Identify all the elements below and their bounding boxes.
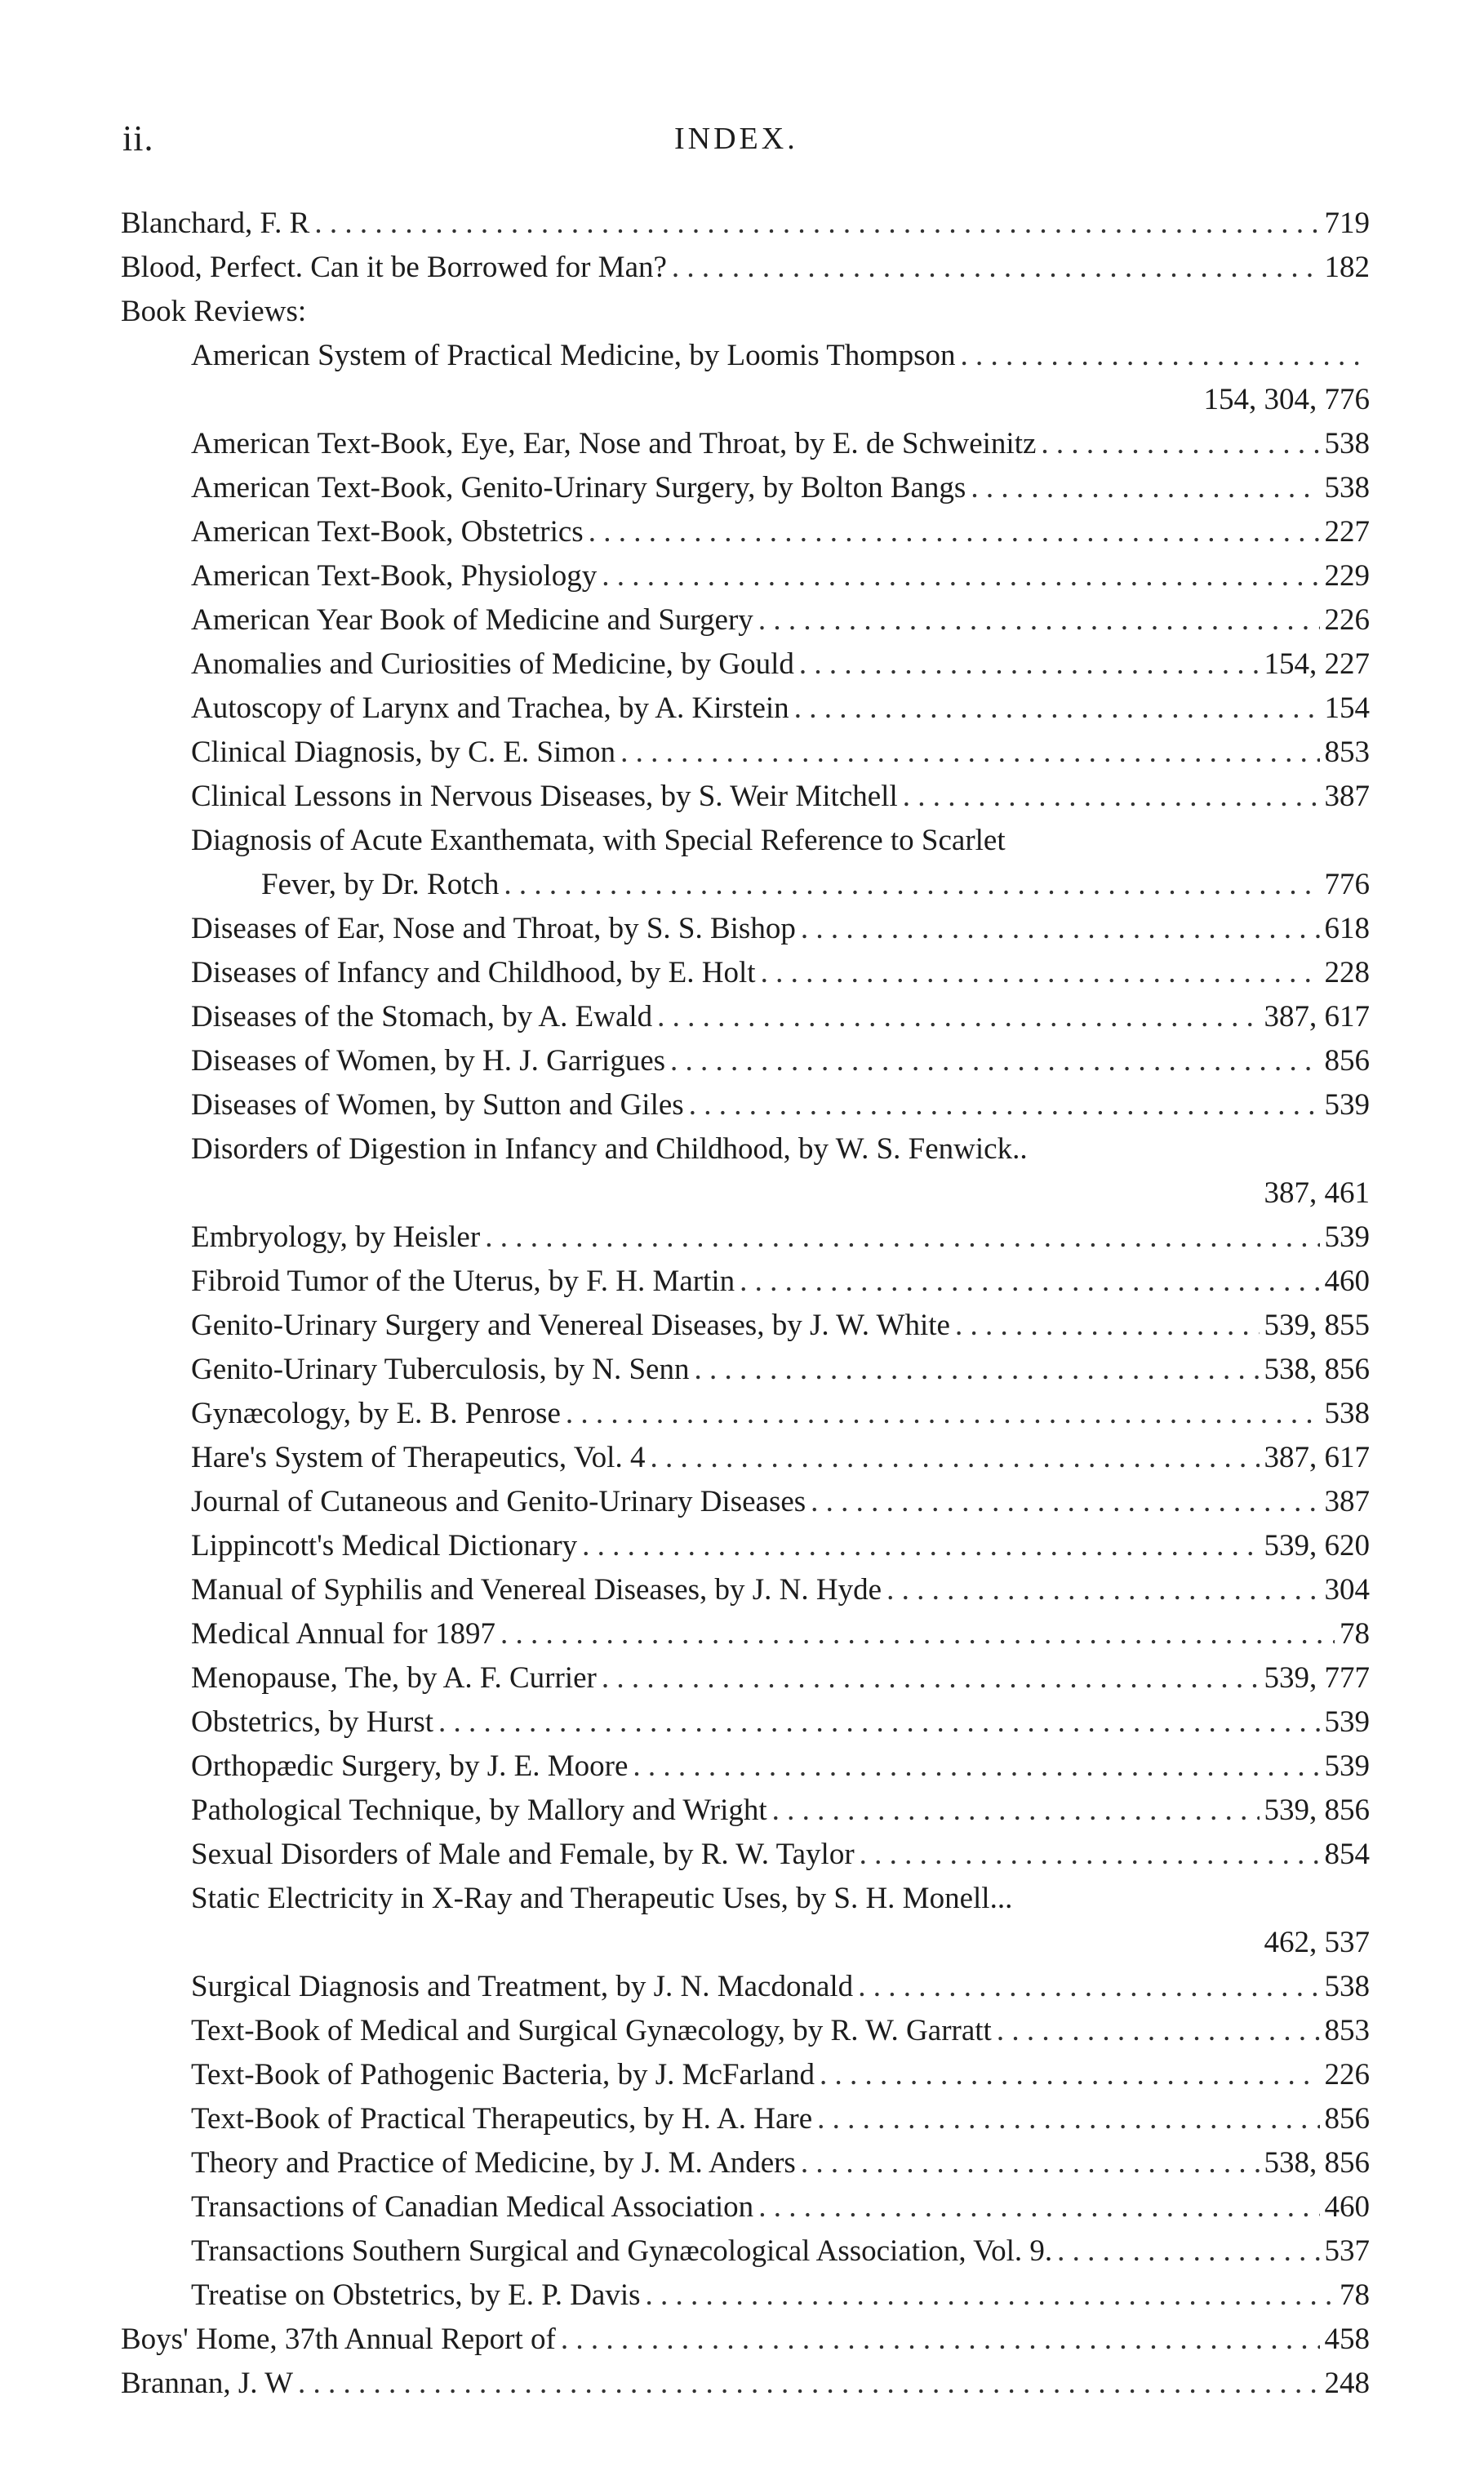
entry-label: Manual of Syphilis and Venereal Diseases, by J. N. Hyde [191, 1573, 882, 1607]
entry-pages: 387 [1324, 780, 1370, 813]
entry-label: Surgical Diagnosis and Treatment, by J. N. Macdonald [191, 1970, 854, 2003]
entry-label: Hare's System of Therapeutics, Vol. 4 [191, 1441, 646, 1474]
entry-pages: 304 [1324, 1573, 1370, 1607]
dot-leader [1057, 2234, 1319, 2269]
entry-label: Static Electricity in X-Ray and Therapeutic Uses, by S. H. Monell... [191, 1882, 1013, 1915]
entry-pages: 538 [1324, 1970, 1370, 2003]
entry-pages: 462, 537 [1264, 1926, 1370, 1959]
index-entry [121, 294, 1370, 338]
entry-label: Diagnosis of Acute Exanthemata, with Special Reference to Scarlet [191, 824, 1006, 857]
entry-label: Autoscopy of Larynx and Trachea, by A. Kirstein [191, 691, 789, 725]
index-entry [121, 338, 1370, 382]
entry-label: Diseases of Infancy and Childhood, by E. Holt [191, 956, 756, 989]
index-entry [121, 1749, 1370, 1793]
entry-label: Diseases of Women, by H. J. Garrigues [191, 1044, 666, 1078]
index-entry [121, 1837, 1370, 1881]
entry-pages: 538, 856 [1264, 1353, 1370, 1386]
entry-pages: 539 [1324, 1749, 1370, 1783]
dot-leader [566, 1396, 1320, 1431]
entry-label: Diseases of Ear, Nose and Throat, by S. S. Bishop [191, 912, 796, 945]
entry-label: Pathological Technique, by Mallory and Wright [191, 1794, 767, 1827]
index-entry [121, 206, 1370, 250]
entry-label: Fibroid Tumor of the Uterus, by F. H. Martin [191, 1265, 735, 1298]
entry-label: Anomalies and Curiosities of Medicine, by Gould [191, 647, 794, 681]
index-entry-continuation [121, 1176, 1370, 1220]
entry-pages: 227 [1324, 515, 1370, 549]
entry-label: American Text-Book, Eye, Ear, Nose and Throat, by E. de Schweinitz [191, 427, 1037, 460]
index-entry [121, 1484, 1370, 1528]
entry-pages: 537 [1324, 2234, 1370, 2268]
dot-leader [860, 1837, 1320, 1872]
index-entry [121, 250, 1370, 294]
dot-leader [858, 1969, 1319, 2004]
index-entry [121, 1793, 1370, 1837]
entry-label: Transactions Southern Surgical and Gynæcological Association, Vol. 9. [191, 2234, 1053, 2268]
entry-label: Book Reviews: [121, 295, 307, 328]
entry-label: Transactions of Canadian Medical Association [191, 2190, 754, 2224]
entry-pages: 539, 620 [1264, 1529, 1370, 1562]
entry-label: Sexual Disorders of Male and Female, by R. W. Taylor [191, 1838, 855, 1871]
dot-leader [761, 955, 1320, 990]
entry-pages: 460 [1324, 2190, 1370, 2224]
index-entry [121, 1572, 1370, 1616]
dot-leader [500, 1616, 1335, 1651]
index-entry [121, 779, 1370, 823]
index-entry [121, 1616, 1370, 1660]
index-entry [121, 2278, 1370, 2322]
index-entry [121, 602, 1370, 647]
index-entry [121, 1705, 1370, 1749]
index-entry [121, 1660, 1370, 1705]
entry-pages: 387, 461 [1264, 1176, 1370, 1210]
dot-leader [633, 1749, 1319, 1784]
index-entry [121, 426, 1370, 470]
index-entry [121, 2057, 1370, 2101]
dot-leader [694, 1352, 1259, 1387]
dot-leader [886, 1572, 1319, 1607]
entry-label: Treatise on Obstetrics, by E. P. Davis [191, 2278, 641, 2312]
dot-leader [646, 2278, 1335, 2313]
entry-pages: 776 [1324, 868, 1370, 901]
entry-pages: 154, 227 [1264, 647, 1370, 681]
entry-pages: 853 [1324, 736, 1370, 769]
index-entry [121, 2234, 1370, 2278]
index-entry [121, 867, 1370, 911]
index-entry [121, 735, 1370, 779]
index-entry [121, 1131, 1370, 1176]
entry-pages: 618 [1324, 912, 1370, 945]
dot-leader [582, 1528, 1259, 1563]
entry-pages: 78 [1340, 2278, 1370, 2312]
entry-pages: 856 [1324, 2102, 1370, 2136]
dot-leader [903, 779, 1320, 814]
dot-leader [602, 558, 1319, 593]
entry-label: Genito-Urinary Tuberculosis, by N. Senn [191, 1353, 690, 1386]
index-entry [121, 2013, 1370, 2057]
dot-leader [801, 2145, 1260, 2180]
entry-label: Theory and Practice of Medicine, by J. M. Anders [191, 2146, 796, 2180]
entry-label: Blanchard, F. R [121, 207, 310, 240]
entry-label: American Text-Book, Physiology [191, 559, 598, 593]
page-title: INDEX. [674, 122, 798, 156]
entry-pages: 538 [1324, 1397, 1370, 1430]
entry-label: Orthopædic Surgery, by J. E. Moore [191, 1749, 629, 1783]
entry-pages: 154 [1324, 691, 1370, 725]
entry-pages: 458 [1324, 2323, 1370, 2356]
index-entry [121, 558, 1370, 602]
dot-leader [670, 1043, 1319, 1078]
index-entry [121, 2145, 1370, 2189]
dot-leader [955, 1308, 1260, 1343]
index-entry [121, 470, 1370, 514]
entry-label: American Text-Book, Genito-Urinary Surgery, by Bolton Bangs [191, 471, 966, 505]
entry-label: Diseases of the Stomach, by A. Ewald [191, 1000, 653, 1033]
entry-pages: 853 [1324, 2014, 1370, 2047]
entry-label: Obstetrics, by Hurst [191, 1705, 433, 1739]
index-entry [121, 1528, 1370, 1572]
dot-leader [960, 338, 1365, 373]
dot-leader [657, 999, 1259, 1034]
dot-leader [561, 2322, 1320, 2357]
entry-pages: 182 [1324, 251, 1370, 284]
index-entry [121, 2366, 1370, 2410]
dot-leader [314, 206, 1319, 241]
entry-pages: 539, 856 [1264, 1794, 1370, 1827]
index-entry [121, 2189, 1370, 2234]
entry-pages: 539, 777 [1264, 1661, 1370, 1695]
entry-label: Medical Annual for 1897 [191, 1617, 495, 1651]
entry-label: Text-Book of Pathogenic Bacteria, by J. McFarland [191, 2058, 815, 2091]
entry-pages: 538 [1324, 471, 1370, 505]
dot-leader [971, 470, 1319, 505]
entry-label: Disorders of Digestion in Infancy and Childhood, by W. S. Fenwick.. [191, 1132, 1028, 1166]
index-entry [121, 691, 1370, 735]
dot-leader [672, 250, 1320, 285]
dot-leader [817, 2101, 1319, 2136]
index-entry [121, 955, 1370, 999]
entry-label: Genito-Urinary Surgery and Venereal Diseases, by J. W. White [191, 1309, 950, 1342]
entry-label: Blood, Perfect. Can it be Borrowed for Man? [121, 251, 667, 284]
entry-pages: 854 [1324, 1838, 1370, 1871]
entry-label: Text-Book of Practical Therapeutics, by H. A. Hare [191, 2102, 813, 2136]
index-entry [121, 1396, 1370, 1440]
dot-leader [298, 2366, 1320, 2401]
dot-leader [689, 1087, 1320, 1122]
dot-leader [794, 691, 1320, 726]
entry-label: Text-Book of Medical and Surgical Gynæcology, by R. W. Garratt [191, 2014, 992, 2047]
index-entry [121, 1308, 1370, 1352]
page-number: ii. [122, 118, 154, 158]
entry-pages: 538 [1324, 427, 1370, 460]
dot-leader [820, 2057, 1320, 2092]
index-entry [121, 1087, 1370, 1131]
entry-pages: 539 [1324, 1088, 1370, 1122]
entry-pages: 248 [1324, 2367, 1370, 2400]
entry-pages: 539 [1324, 1705, 1370, 1739]
index-entry [121, 1043, 1370, 1087]
index-entry [121, 823, 1370, 867]
index-entry [121, 1264, 1370, 1308]
entry-pages: 228 [1324, 956, 1370, 989]
dot-leader [1041, 426, 1319, 461]
entry-label: Clinical Lessons in Nervous Diseases, by S. Weir Mitchell [191, 780, 898, 813]
dot-leader [758, 602, 1320, 638]
entry-pages: 387, 617 [1264, 1000, 1370, 1033]
entry-pages: 78 [1340, 1617, 1370, 1651]
dot-leader [740, 1264, 1319, 1299]
dot-leader [485, 1220, 1319, 1255]
entry-pages: 856 [1324, 1044, 1370, 1078]
entry-label: Brannan, J. W [121, 2367, 293, 2400]
index-entry [121, 647, 1370, 691]
dot-leader [997, 2013, 1320, 2048]
dot-leader [772, 1793, 1260, 1828]
entry-label: Embryology, by Heisler [191, 1220, 481, 1254]
entry-pages: 539 [1324, 1220, 1370, 1254]
entry-label: American System of Practical Medicine, by Loomis Thompson [191, 339, 956, 372]
dot-leader [602, 1660, 1260, 1696]
dot-leader [801, 911, 1320, 946]
index-entry [121, 1352, 1370, 1396]
entry-pages: 226 [1324, 2058, 1370, 2091]
index-entry [121, 2322, 1370, 2366]
entry-label: Clinical Diagnosis, by C. E. Simon [191, 736, 616, 769]
entry-pages: 460 [1324, 1265, 1370, 1298]
entry-pages: 719 [1324, 207, 1370, 240]
entry-pages: 154, 304, 776 [1203, 383, 1370, 416]
index-entry-list [121, 206, 1370, 2410]
entry-pages: 538, 856 [1264, 2146, 1370, 2180]
entry-pages: 539, 855 [1264, 1309, 1370, 1342]
index-entry [121, 999, 1370, 1043]
entry-label: Fever, by Dr. Rotch [261, 868, 500, 901]
dot-leader [620, 735, 1319, 770]
entry-pages: 387, 617 [1264, 1441, 1370, 1474]
index-entry [121, 1220, 1370, 1264]
entry-pages: 387 [1324, 1485, 1370, 1518]
dot-leader [758, 2189, 1319, 2225]
index-entry [121, 911, 1370, 955]
entry-label: Journal of Cutaneous and Genito-Urinary Diseases [191, 1485, 806, 1518]
entry-label: Lippincott's Medical Dictionary [191, 1529, 578, 1562]
index-entry [121, 1881, 1370, 1925]
entry-label: Gynæcology, by E. B. Penrose [191, 1397, 561, 1430]
index-entry [121, 1969, 1370, 2013]
entry-label: Diseases of Women, by Sutton and Giles [191, 1088, 684, 1122]
dot-leader [438, 1705, 1320, 1740]
index-entry [121, 1440, 1370, 1484]
index-entry-continuation [121, 382, 1370, 426]
entry-label: Menopause, The, by A. F. Currier [191, 1661, 597, 1695]
dot-leader [799, 647, 1260, 682]
dot-leader [504, 867, 1319, 902]
entry-label: Boys' Home, 37th Annual Report of [121, 2323, 556, 2356]
entry-label: American Year Book of Medicine and Surgery [191, 603, 753, 637]
dot-leader [589, 514, 1320, 549]
index-entry [121, 2101, 1370, 2145]
entry-pages: 229 [1324, 559, 1370, 593]
dot-leader [650, 1440, 1259, 1475]
entry-label: American Text-Book, Obstetrics [191, 515, 584, 549]
entry-pages: 226 [1324, 603, 1370, 637]
index-entry [121, 514, 1370, 558]
index-entry-continuation [121, 1925, 1370, 1969]
dot-leader [811, 1484, 1319, 1519]
